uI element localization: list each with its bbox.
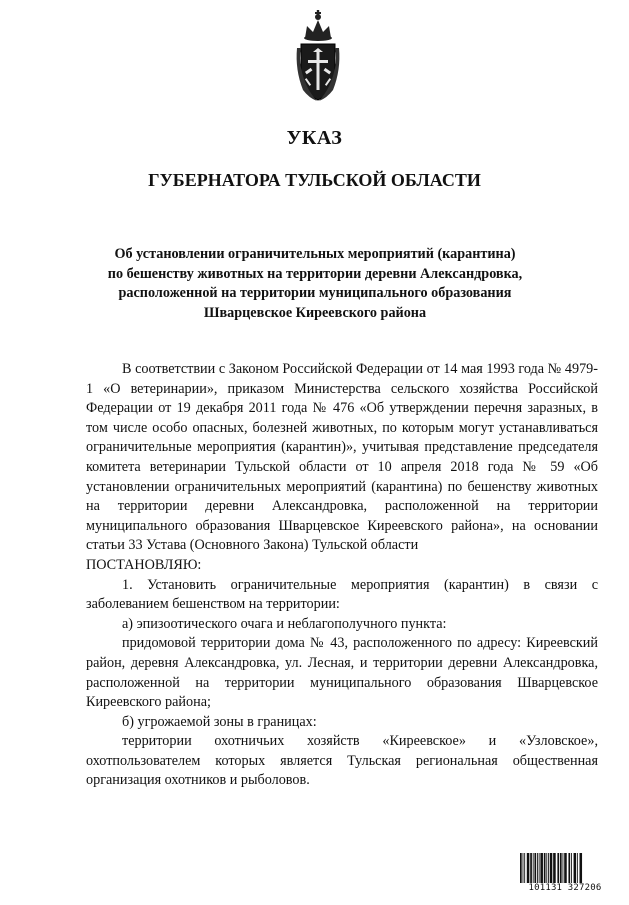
- barcode-bar: [577, 853, 578, 883]
- barcode-bar: [539, 853, 540, 883]
- barcode: [519, 853, 611, 895]
- item-1-paragraph: 1. Установить ограничительные мероприятия (карантин) в связи с заболеванием бешенством на территории:: [86, 576, 598, 613]
- barcode-bar: [580, 853, 583, 883]
- barcode-bar: [546, 853, 547, 883]
- barcode-bar: [574, 853, 577, 883]
- barcode-bar: [527, 853, 530, 883]
- item-1a-text: придомовой территории дома № 43, расположенного по адресу: Киреевский район, деревня Александровка, ул. Лесная, и территории деревни Александровка, расположенной на территории муниципального образования Шварцевское Киреевского района;: [86, 635, 598, 711]
- preamble-paragraph: В соответствии с Законом Российской Федерации от 14 мая 1993 года № 4979-1 «О ветеринарии», приказом Министерства сельского хозяйства Российской Федерации от 19 декабря 2011 года № 476 «Об утверждении перечня заразных, в том числе особо опасных, болезней животных, по которым могут устанавливаться ограничительные мероприятия (карантин)», учитывая представление председателя комитета ветеринарии Тульской области от 10 апреля 2018 года № 59 «Об установлении ограничительных мероприятий (карантина) по бешенству животных на территории деревни Александровка, расположенной на территории муниципального образования Шварцевское Киреевского района», на основании статьи 33 Устава (Основного Закона) Тульской области: [86, 361, 598, 554]
- barcode-bar: [557, 853, 559, 883]
- subject-line: Об установлении ограничительных мероприятий (карантина): [114, 246, 516, 262]
- barcode-bar: [563, 853, 564, 883]
- barcode-bar: [520, 853, 522, 883]
- barcode-bar: [553, 853, 556, 883]
- subject-line: по бешенству животных на территории деревни Александровка,: [107, 265, 523, 282]
- item-1a-heading: а) эпизоотического очага и неблагополучного пункта:: [122, 615, 447, 632]
- barcode-bar: [548, 853, 549, 883]
- barcode-bar: [530, 853, 532, 883]
- subject-line: расположенной на территории муниципального образования: [118, 285, 512, 301]
- issuer-title: ГУБЕРНАТОРА ТУЛЬСКОЙ ОБЛАСТИ: [148, 170, 481, 190]
- decree-body: [86, 360, 598, 791]
- barcode-bar: [550, 853, 553, 883]
- subject-line: Шварцевское Киреевского района: [203, 304, 427, 321]
- barcode-bar: [540, 853, 543, 883]
- barcode-bar: [560, 853, 562, 883]
- barcode-bar: [524, 853, 525, 883]
- resolve-word: ПОСТАНОВЛЯЮ:: [86, 556, 202, 573]
- item-1b-text: территории охотничьих хозяйств «Киреевское» и «Узловское», охотпользователем которых является Тульская региональная общественная организация охотников и рыболовов.: [86, 733, 598, 789]
- barcode-bar: [537, 853, 538, 883]
- barcode-bar: [564, 853, 567, 883]
- barcode-bar: [533, 853, 534, 883]
- barcode-bar: [544, 853, 546, 883]
- barcode-bars: [519, 853, 611, 883]
- coat-of-arms-icon: [293, 8, 343, 104]
- barcode-number: 101131 327206: [528, 883, 602, 893]
- barcode-bar: [568, 853, 570, 883]
- barcode-bar: [534, 853, 536, 883]
- item-1b-heading: б) угрожаемой зоны в границах:: [122, 713, 317, 730]
- barcode-bar: [523, 853, 524, 883]
- decree-subject: [60, 245, 570, 323]
- barcode-bar: [571, 853, 572, 883]
- document-type-title: УКАЗ: [286, 127, 343, 149]
